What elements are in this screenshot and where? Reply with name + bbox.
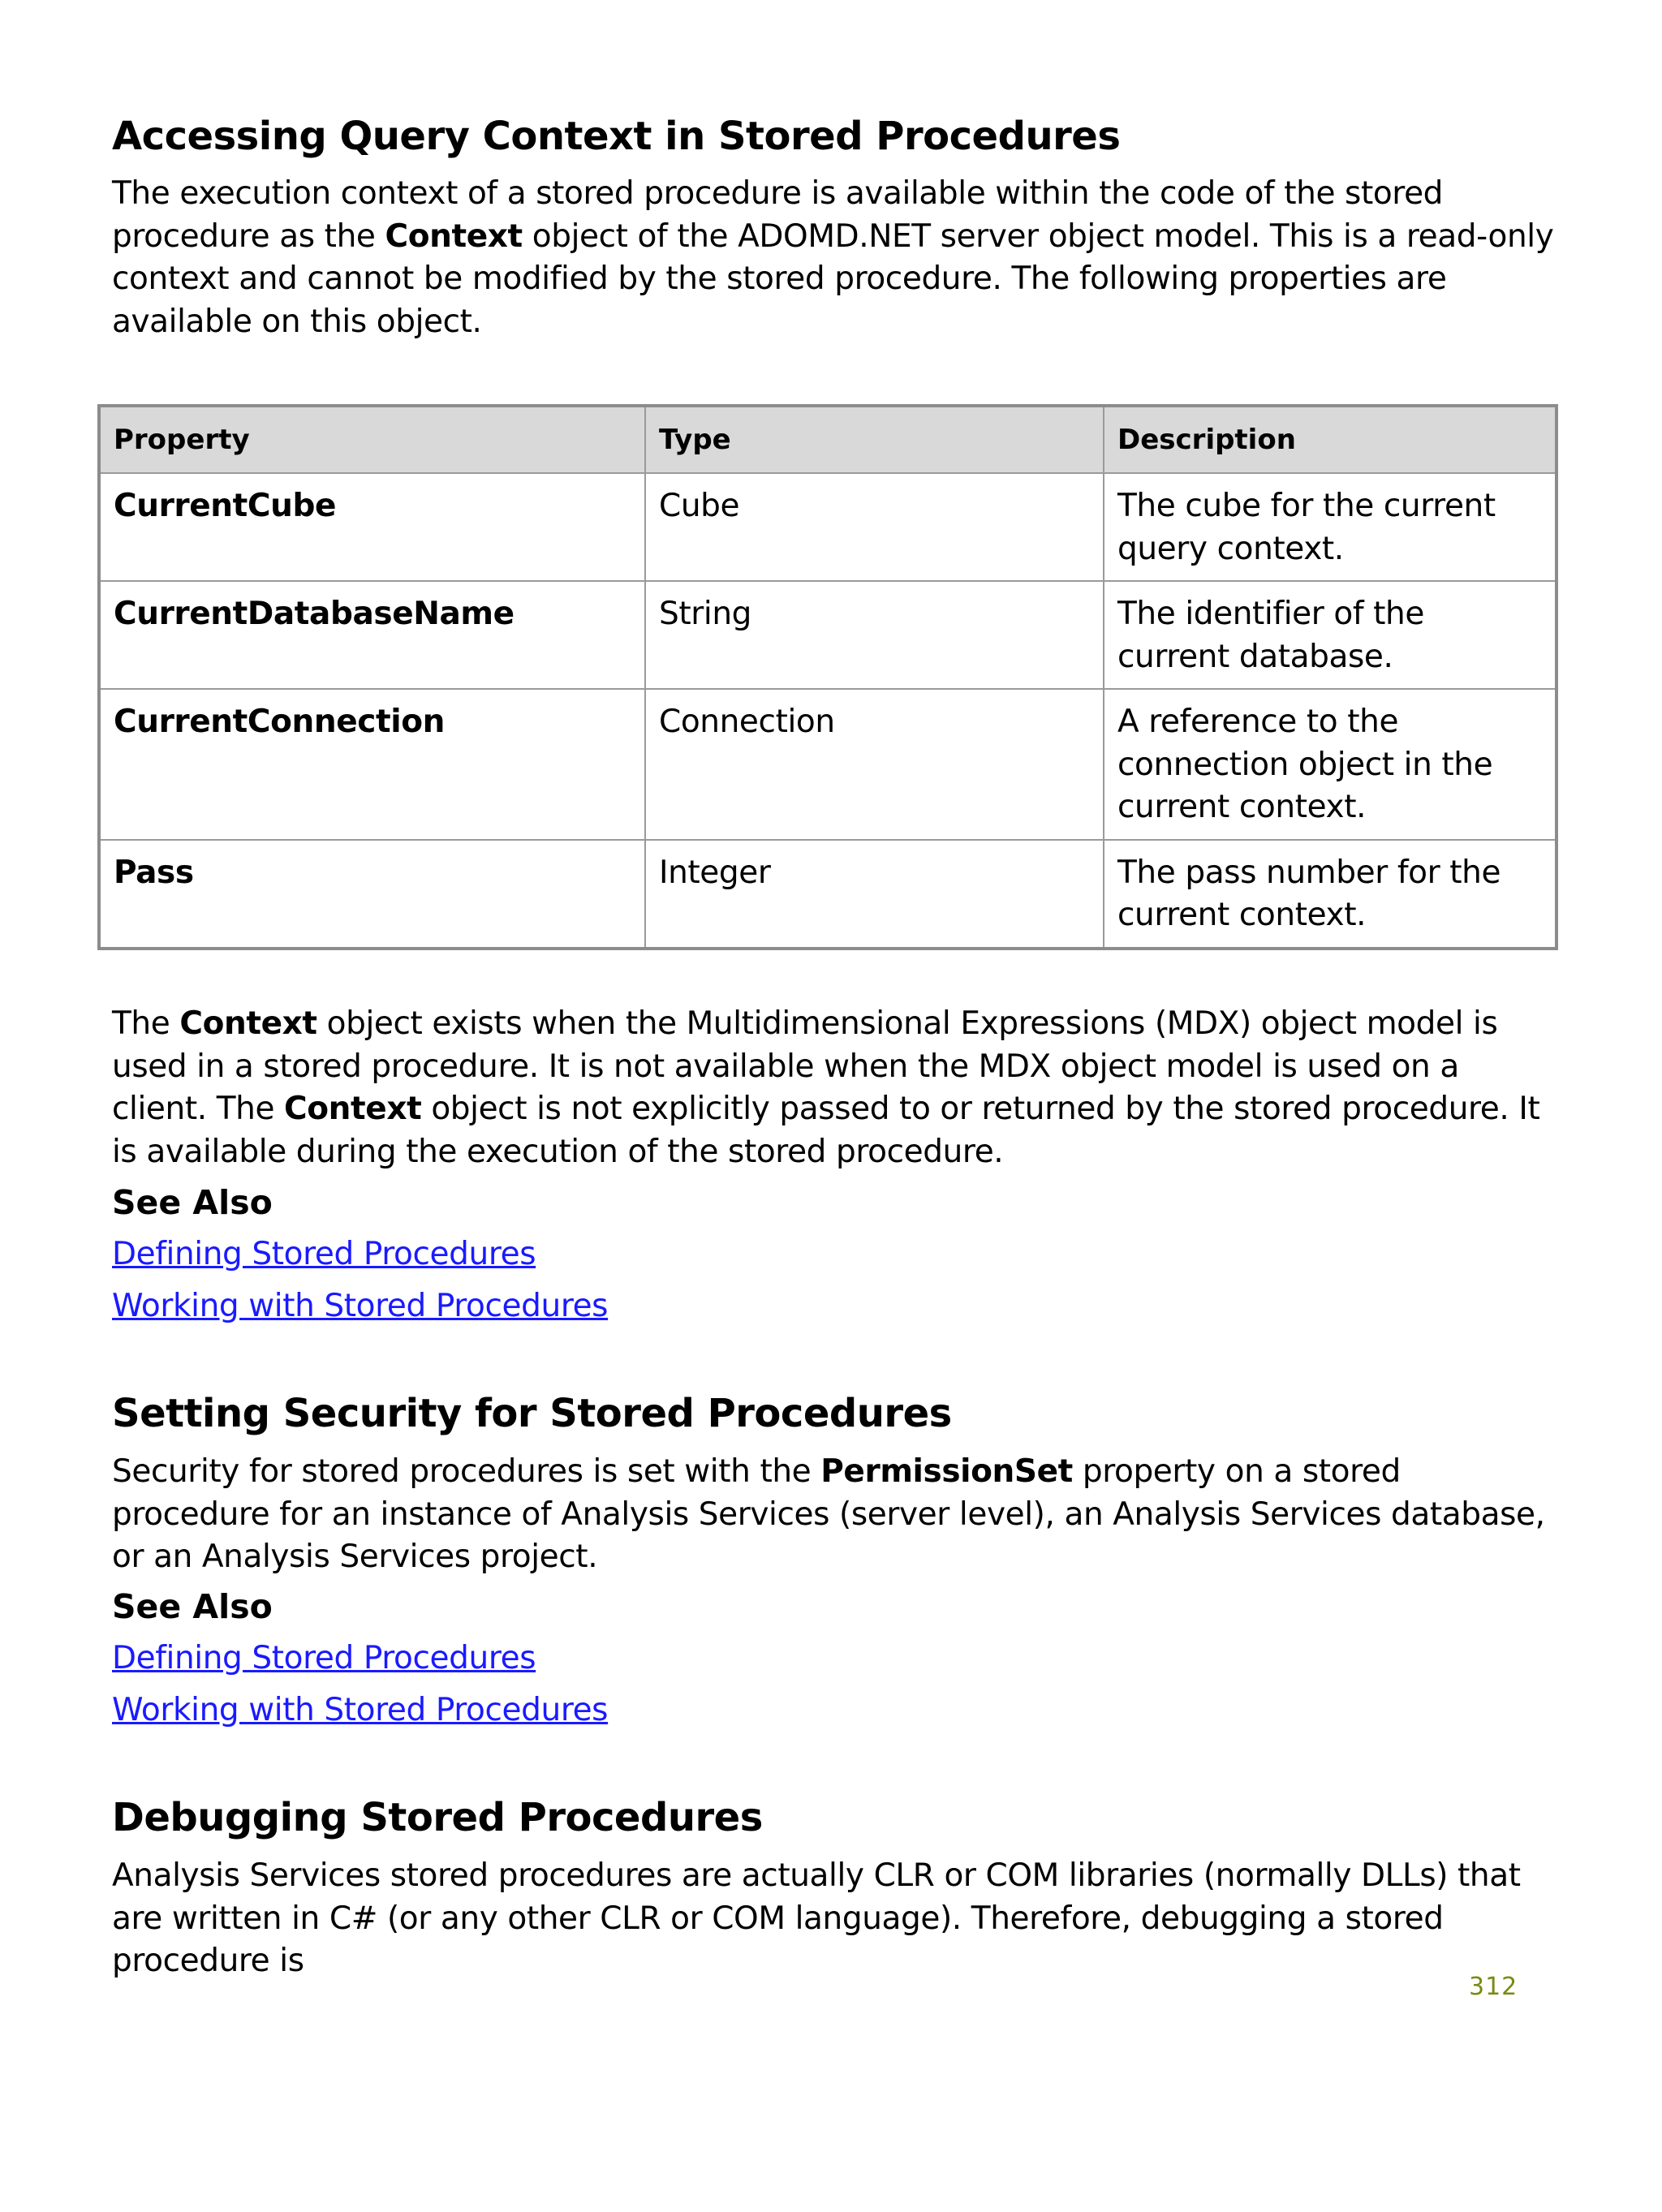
paragraph-context-intro: The execution context of a stored procedure is available within the code of the stored procedure as the Context object of the ADOMD.NET server object model. This is a read-only context and cannot be modified by the stored procedure. The following properties are available on this object. bbox=[112, 175, 1554, 340]
link-defining-stored-procedures[interactable]: Defining Stored Procedures bbox=[112, 1640, 536, 1676]
header-type: Type bbox=[645, 406, 1104, 473]
cell-property: CurrentDatabaseName bbox=[99, 581, 645, 689]
cell-description: A reference to the connection object in the current context. bbox=[1104, 689, 1557, 840]
cell-type: Connection bbox=[645, 689, 1104, 840]
cell-property: CurrentConnection bbox=[99, 689, 645, 840]
cell-property: CurrentCube bbox=[99, 473, 645, 581]
link-working-with-stored-procedures[interactable]: Working with Stored Procedures bbox=[112, 1288, 609, 1324]
cell-property: Pass bbox=[99, 840, 645, 949]
cell-type: Cube bbox=[645, 473, 1104, 581]
table-row bbox=[99, 840, 1557, 949]
header-description: Description bbox=[1104, 406, 1557, 473]
section-heading-security: Setting Security for Stored Procedures bbox=[112, 1391, 952, 1436]
page-number: 312 bbox=[1469, 1973, 1518, 2001]
section-heading-query-context: Accessing Query Context in Stored Procedures bbox=[112, 114, 1121, 159]
see-also-heading: See Also bbox=[112, 1183, 273, 1222]
link-defining-stored-procedures[interactable]: Defining Stored Procedures bbox=[112, 1236, 536, 1272]
table-row bbox=[99, 473, 1557, 581]
cell-type: Integer bbox=[645, 840, 1104, 949]
see-also-heading: See Also bbox=[112, 1587, 273, 1626]
context-properties-table bbox=[97, 404, 1558, 950]
paragraph-security: Security for stored procedures is set with the PermissionSet property on a stored procedure for an instance of Analysis Services (server level), an Analysis Services database, or an Analysis Services project. bbox=[112, 1453, 1545, 1575]
cell-type: String bbox=[645, 581, 1104, 689]
table-row bbox=[99, 689, 1557, 840]
cell-description: The identifier of the current database. bbox=[1104, 581, 1557, 689]
link-working-with-stored-procedures[interactable]: Working with Stored Procedures bbox=[112, 1692, 609, 1728]
paragraph-context-availability: The Context object exists when the Multidimensional Expressions (MDX) object model is used in a stored procedure. It is not available when the MDX object model is used on a client. The Context object is not explicitly passed to or returned by the stored procedure. It is available during the execution of the stored procedure. bbox=[112, 1005, 1540, 1170]
section-heading-debugging: Debugging Stored Procedures bbox=[112, 1795, 763, 1840]
header-property: Property bbox=[99, 406, 645, 473]
cell-description: The pass number for the current context. bbox=[1104, 840, 1557, 949]
table-row bbox=[99, 581, 1557, 689]
cell-description: The cube for the current query context. bbox=[1104, 473, 1557, 581]
table-header-row bbox=[99, 406, 1557, 473]
paragraph-debugging: Analysis Services stored procedures are actually CLR or COM libraries (normally DLLs) that are written in C# (or any other CLR or COM language). Therefore, debugging a stored procedure is bbox=[112, 1857, 1521, 1979]
